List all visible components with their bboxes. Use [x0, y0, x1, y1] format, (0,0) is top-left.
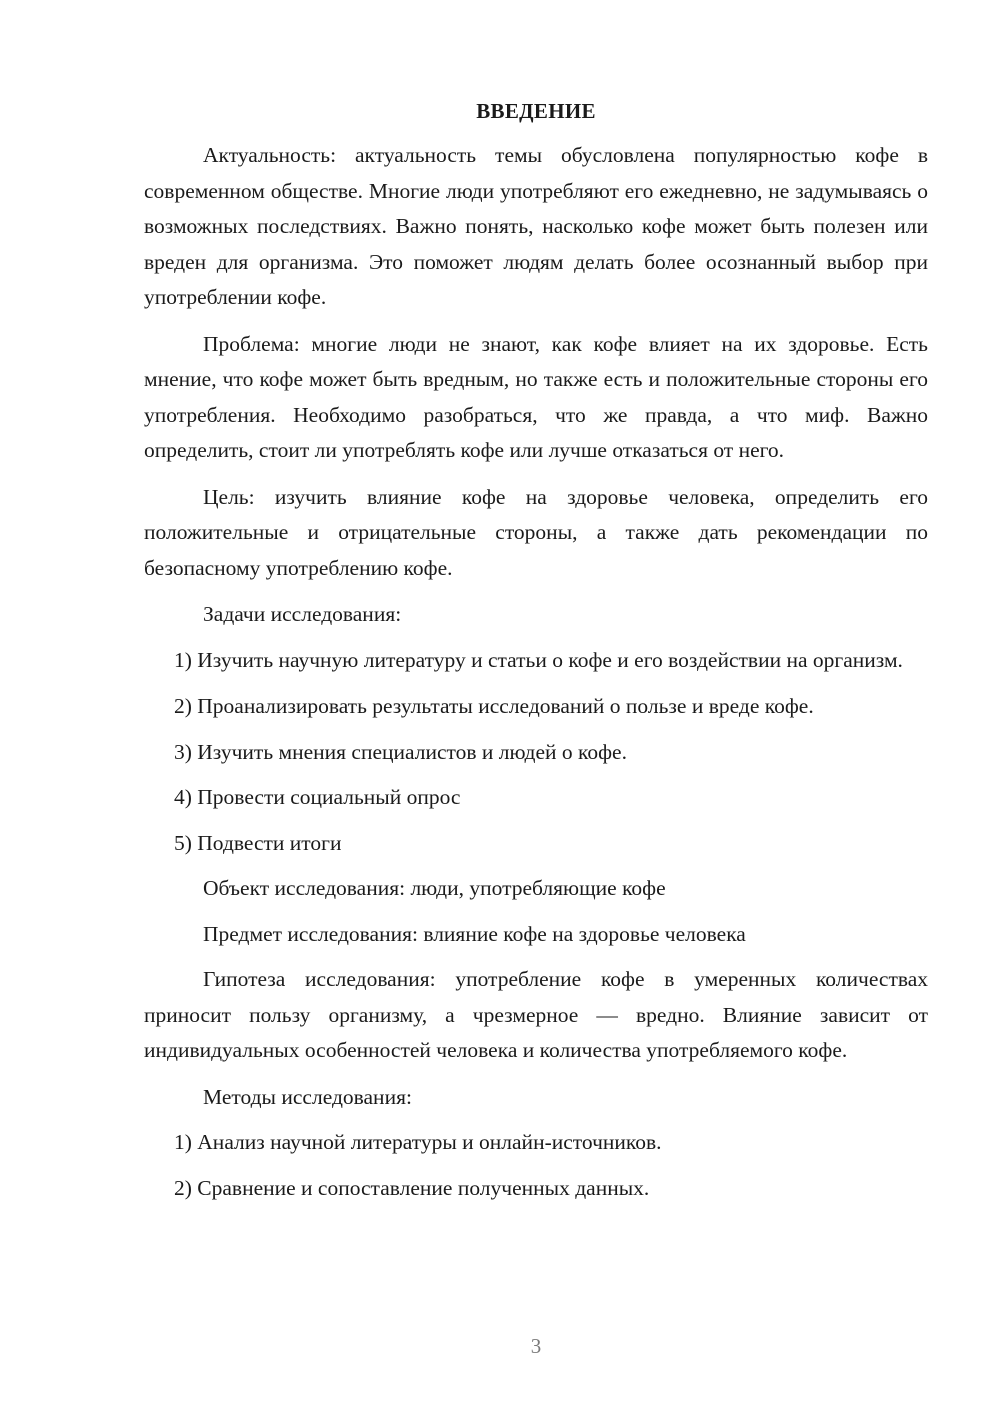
- problem-paragraph: Проблема: многие люди не знают, как кофе влияет на их здоровье. Есть мнение, что кофе может быть вредным, но также есть и положительные стороны его употребления. Необходимо разобраться, что же правда, а что миф. Важно определить, стоит ли употреблять кофе или лучше отказаться от него.: [144, 331, 928, 462]
- subject-paragraph: Предмет исследования: влияние кофе на здоровье человека: [203, 921, 746, 946]
- page-number: 3: [530, 1334, 542, 1358]
- relevance-paragraph: Актуальность: актуальность темы обусловлена популярностью кофе в современном обществе. Многие люди употребляют его ежедневно, не задумываясь о возможных последствиях. Важно понять, насколько кофе может быть полезен или вреден для организма. Это поможет людям делать более осознанный выбор при употреблении кофе.: [144, 143, 928, 309]
- section-heading: ВВЕДЕНИЕ: [476, 99, 596, 123]
- page-content: [144, 96, 928, 1216]
- method-item: 2) Сравнение и сопоставление полученных данных.: [174, 1175, 650, 1200]
- tasks-title: Задачи исследования:: [203, 602, 402, 626]
- task-item: 1) Изучить научную литературу и статьи о кофе и его воздействии на организм.: [174, 647, 903, 672]
- task-item: 3) Изучить мнения специалистов и людей о кофе.: [174, 739, 627, 764]
- task-item: 2) Проанализировать результаты исследований о пользе и вреде кофе.: [174, 694, 814, 718]
- methods-title: Методы исследования:: [203, 1084, 412, 1109]
- object-paragraph: Объект исследования: люди, употребляющие кофе: [203, 876, 666, 900]
- method-item: 1) Анализ научной литературы и онлайн-источников.: [174, 1130, 662, 1154]
- task-item: 5) Подвести итоги: [174, 830, 342, 855]
- hypothesis-paragraph: Гипотеза исследования: употребление кофе в умеренных количествах приносит пользу организму, а чрезмерное — вредно. Влияние зависит от индивидуальных особенностей человека и количества употребляемого кофе.: [144, 967, 928, 1062]
- task-item: 4) Провести социальный опрос: [174, 785, 461, 809]
- goal-paragraph: Цель: изучить влияние кофе на здоровье человека, определить его положительные и отрицательные стороны, а также дать рекомендации по безопасному употреблению кофе.: [144, 484, 928, 580]
